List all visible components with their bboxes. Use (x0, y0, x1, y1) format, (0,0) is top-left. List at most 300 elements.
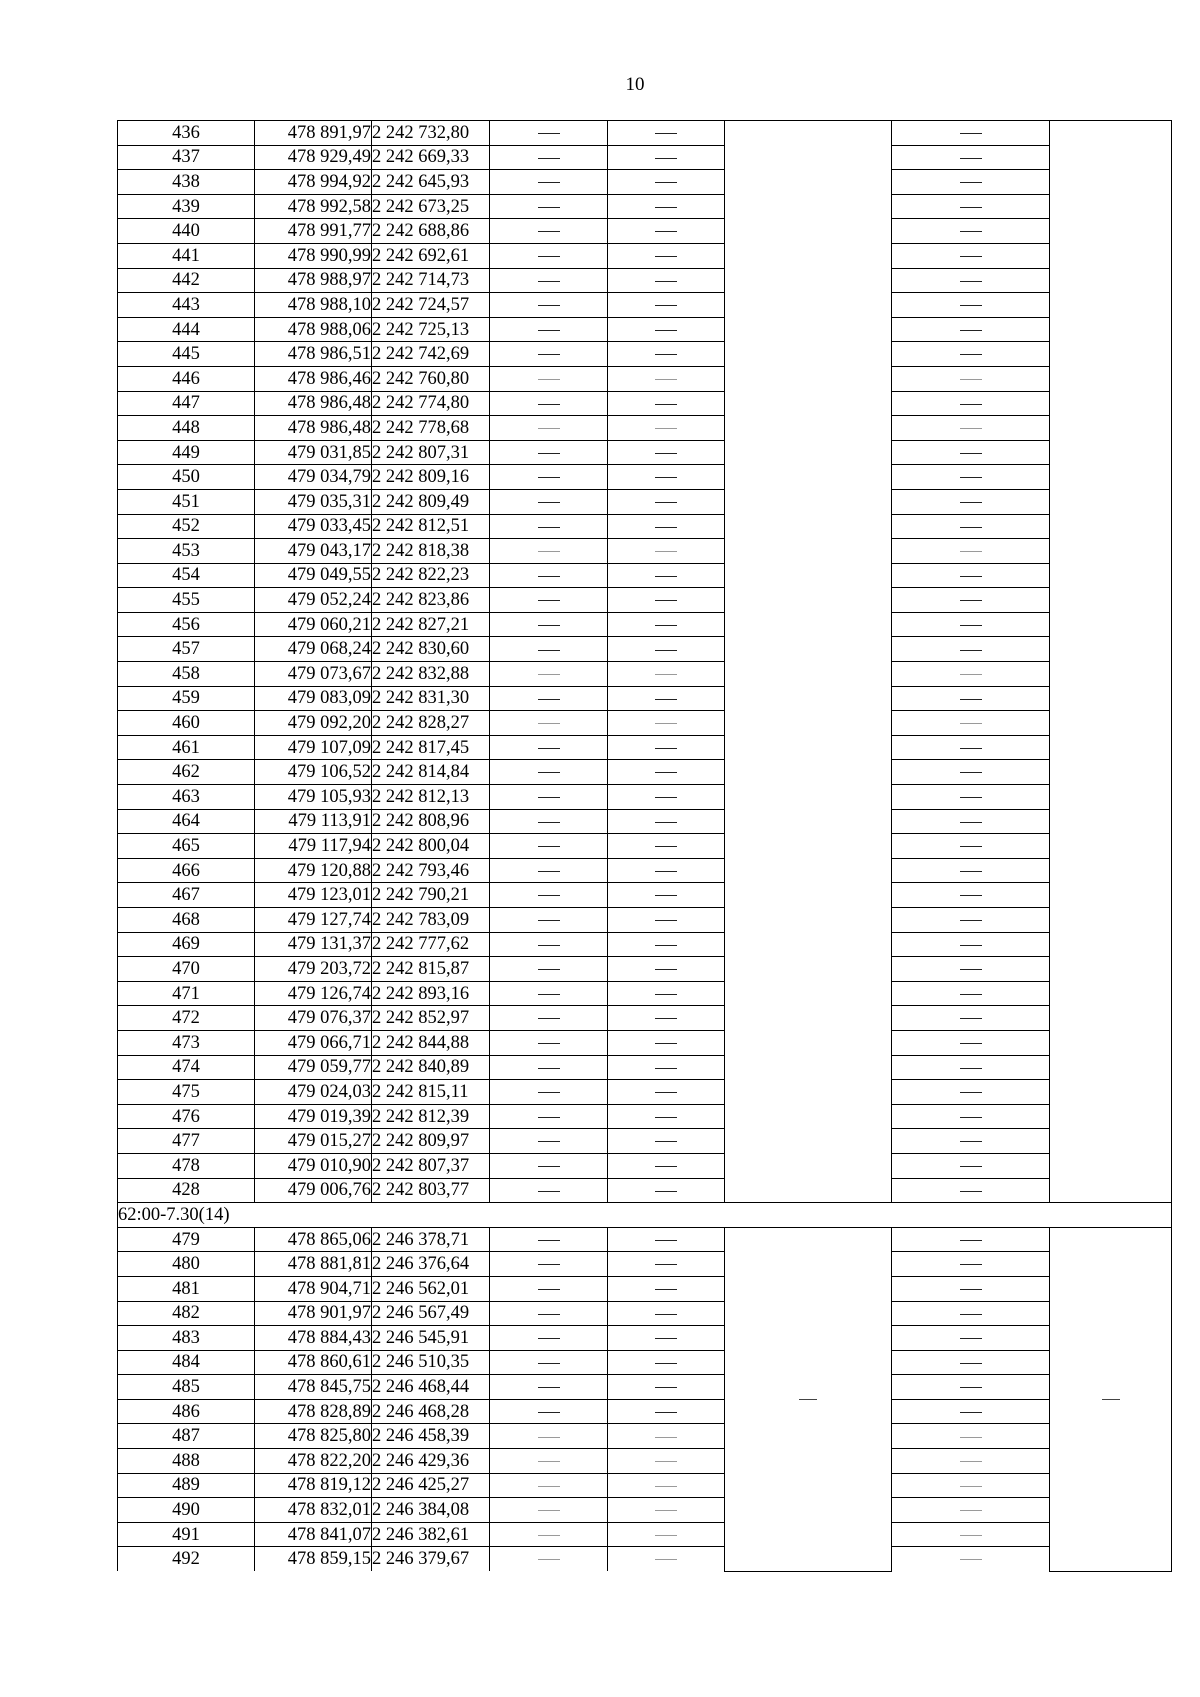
dash-mark (655, 945, 677, 946)
dash-mark (960, 1264, 982, 1265)
dash-mark (538, 600, 560, 601)
merged-empty-cell (1050, 121, 1172, 1203)
empty-value-cell (490, 1350, 608, 1375)
dash-mark (655, 1437, 677, 1438)
x-coordinate-cell: 479 049,55 (255, 563, 372, 588)
x-coordinate-cell: 478 884,43 (255, 1326, 372, 1351)
point-number-cell: 447 (118, 391, 255, 416)
point-number-cell: 436 (118, 121, 255, 146)
dash-mark (538, 1363, 560, 1364)
empty-value-cell (892, 662, 1050, 687)
table-row (118, 735, 1172, 760)
empty-value-cell (490, 293, 608, 318)
point-number-cell: 472 (118, 1006, 255, 1031)
empty-value-cell (490, 440, 608, 465)
x-coordinate-cell: 479 052,24 (255, 588, 372, 613)
table-row (118, 662, 1172, 687)
table-row (118, 1276, 1172, 1301)
empty-value-cell (892, 514, 1050, 539)
x-coordinate-cell: 478 992,58 (255, 194, 372, 219)
table-row (118, 981, 1172, 1006)
dash-mark (655, 477, 677, 478)
empty-value-cell (892, 440, 1050, 465)
dash-mark (538, 453, 560, 454)
table-row (118, 219, 1172, 244)
dash-mark (655, 822, 677, 823)
dash-mark (655, 871, 677, 872)
y-coordinate-cell: 2 242 832,88 (372, 662, 490, 687)
dash-mark (655, 133, 677, 134)
point-number-cell: 460 (118, 711, 255, 736)
empty-value-cell (892, 809, 1050, 834)
coordinates-table (117, 120, 1172, 1572)
dash-mark (655, 527, 677, 528)
empty-value-cell (490, 1399, 608, 1424)
point-number-cell: 448 (118, 416, 255, 441)
empty-value-cell (892, 981, 1050, 1006)
x-coordinate-cell: 478 986,48 (255, 416, 372, 441)
empty-value-cell (608, 1276, 725, 1301)
dash-mark (538, 527, 560, 528)
point-number-cell: 449 (118, 440, 255, 465)
dash-mark (655, 674, 677, 675)
dash-mark (538, 207, 560, 208)
empty-value-cell (892, 1055, 1050, 1080)
table-row (118, 760, 1172, 785)
x-coordinate-cell: 479 031,85 (255, 440, 372, 465)
empty-value-cell (608, 1522, 725, 1547)
x-coordinate-cell: 478 988,06 (255, 317, 372, 342)
empty-value-cell (490, 637, 608, 662)
table-row (118, 1153, 1172, 1178)
table-row (118, 514, 1172, 539)
dash-mark (538, 256, 560, 257)
dash-mark (538, 895, 560, 896)
section-label-row (118, 1203, 1172, 1228)
dash-mark (538, 1412, 560, 1413)
x-coordinate-cell: 478 859,15 (255, 1547, 372, 1571)
empty-value-cell (608, 1473, 725, 1498)
empty-value-cell (892, 268, 1050, 293)
x-coordinate-cell: 479 043,17 (255, 539, 372, 564)
y-coordinate-cell: 2 242 812,39 (372, 1104, 490, 1129)
empty-value-cell (490, 883, 608, 908)
empty-value-cell (892, 1080, 1050, 1105)
point-number-cell: 479 (118, 1227, 255, 1252)
dash-mark (960, 1191, 982, 1192)
point-number-cell: 468 (118, 908, 255, 933)
empty-value-cell (490, 1252, 608, 1277)
empty-value-cell (892, 465, 1050, 490)
point-number-cell: 439 (118, 194, 255, 219)
y-coordinate-cell: 2 242 814,84 (372, 760, 490, 785)
y-coordinate-cell: 2 246 379,67 (372, 1547, 490, 1571)
dash-mark (538, 920, 560, 921)
table-row (118, 145, 1172, 170)
dash-mark (655, 748, 677, 749)
dash-mark (655, 1461, 677, 1462)
empty-value-cell (490, 686, 608, 711)
point-number-cell: 450 (118, 465, 255, 490)
x-coordinate-cell: 478 825,80 (255, 1424, 372, 1449)
empty-value-cell (892, 908, 1050, 933)
y-coordinate-cell: 2 242 732,80 (372, 121, 490, 146)
dash-mark (655, 330, 677, 331)
dash-mark (655, 576, 677, 577)
empty-value-cell (490, 1449, 608, 1474)
empty-value-cell (490, 760, 608, 785)
dash-mark (960, 846, 982, 847)
point-number-cell: 470 (118, 957, 255, 982)
x-coordinate-cell: 479 060,21 (255, 612, 372, 637)
y-coordinate-cell: 2 246 425,27 (372, 1473, 490, 1498)
x-coordinate-cell: 479 034,79 (255, 465, 372, 490)
x-coordinate-cell: 479 006,76 (255, 1178, 372, 1203)
dash-mark (538, 1117, 560, 1118)
empty-value-cell (608, 366, 725, 391)
empty-value-cell (608, 1252, 725, 1277)
empty-value-cell (608, 588, 725, 613)
dash-mark (655, 281, 677, 282)
point-number-cell: 443 (118, 293, 255, 318)
empty-value-cell (608, 834, 725, 859)
empty-value-cell (608, 145, 725, 170)
table-row (118, 858, 1172, 883)
dash-mark (655, 797, 677, 798)
point-number-cell: 469 (118, 932, 255, 957)
x-coordinate-cell: 478 986,51 (255, 342, 372, 367)
empty-value-cell (892, 1227, 1050, 1252)
empty-value-cell (892, 932, 1050, 957)
x-coordinate-cell: 478 990,99 (255, 243, 372, 268)
point-number-cell: 475 (118, 1080, 255, 1105)
dash-mark (655, 1092, 677, 1093)
dash-mark (655, 1559, 677, 1560)
x-coordinate-cell: 479 126,74 (255, 981, 372, 1006)
empty-value-cell (490, 391, 608, 416)
table-row (118, 391, 1172, 416)
empty-value-cell (608, 957, 725, 982)
table-row (118, 1326, 1172, 1351)
dash-mark (960, 477, 982, 478)
empty-value-cell (892, 735, 1050, 760)
empty-value-cell (892, 957, 1050, 982)
empty-value-cell (892, 1522, 1050, 1547)
x-coordinate-cell: 479 019,39 (255, 1104, 372, 1129)
empty-value-cell (608, 1424, 725, 1449)
table-row (118, 588, 1172, 613)
y-coordinate-cell: 2 242 688,86 (372, 219, 490, 244)
dash-mark (655, 846, 677, 847)
y-coordinate-cell: 2 242 790,21 (372, 883, 490, 908)
dash-mark (960, 330, 982, 331)
dash-mark (655, 428, 677, 429)
empty-value-cell (490, 317, 608, 342)
table-row (118, 1080, 1172, 1105)
empty-value-cell (490, 1375, 608, 1400)
empty-value-cell (490, 858, 608, 883)
y-coordinate-cell: 2 242 823,86 (372, 588, 490, 613)
empty-value-cell (892, 342, 1050, 367)
dash-mark (960, 1559, 982, 1560)
empty-value-cell (490, 514, 608, 539)
table-row (118, 1350, 1172, 1375)
dash-mark (960, 1043, 982, 1044)
dash-mark (960, 699, 982, 700)
empty-value-cell (892, 194, 1050, 219)
table-row (118, 1473, 1172, 1498)
dash-mark (960, 772, 982, 773)
empty-value-cell (608, 637, 725, 662)
empty-value-cell (892, 1178, 1050, 1203)
empty-value-cell (892, 1301, 1050, 1326)
x-coordinate-cell: 479 035,31 (255, 489, 372, 514)
table-row (118, 1424, 1172, 1449)
x-coordinate-cell: 479 010,90 (255, 1153, 372, 1178)
y-coordinate-cell: 2 246 378,71 (372, 1227, 490, 1252)
table-row (118, 932, 1172, 957)
x-coordinate-cell: 478 845,75 (255, 1375, 372, 1400)
empty-value-cell (490, 194, 608, 219)
y-coordinate-cell: 2 246 468,44 (372, 1375, 490, 1400)
empty-value-cell (608, 317, 725, 342)
dash-mark (960, 207, 982, 208)
empty-value-cell (490, 416, 608, 441)
table-row (118, 465, 1172, 490)
dash-mark (655, 182, 677, 183)
y-coordinate-cell: 2 242 783,09 (372, 908, 490, 933)
dash-mark (655, 1387, 677, 1388)
table-row (118, 908, 1172, 933)
empty-value-cell (490, 219, 608, 244)
point-number-cell: 463 (118, 785, 255, 810)
y-coordinate-cell: 2 242 809,97 (372, 1129, 490, 1154)
y-coordinate-cell: 2 242 803,77 (372, 1178, 490, 1203)
x-coordinate-cell: 478 841,07 (255, 1522, 372, 1547)
empty-value-cell (892, 317, 1050, 342)
empty-value-cell (608, 1301, 725, 1326)
dash-mark (655, 1289, 677, 1290)
dash-mark (960, 625, 982, 626)
dash-mark (960, 723, 982, 724)
y-coordinate-cell: 2 242 815,11 (372, 1080, 490, 1105)
y-coordinate-cell: 2 246 376,64 (372, 1252, 490, 1277)
dash-mark (960, 158, 982, 159)
empty-value-cell (892, 612, 1050, 637)
dash-mark (960, 1412, 982, 1413)
empty-value-cell (490, 1473, 608, 1498)
y-coordinate-cell: 2 242 840,89 (372, 1055, 490, 1080)
x-coordinate-cell: 478 860,61 (255, 1350, 372, 1375)
dash-mark (655, 650, 677, 651)
y-coordinate-cell: 2 242 818,38 (372, 539, 490, 564)
dash-mark (960, 281, 982, 282)
y-coordinate-cell: 2 242 808,96 (372, 809, 490, 834)
empty-value-cell (608, 440, 725, 465)
y-coordinate-cell: 2 242 815,87 (372, 957, 490, 982)
table-row (118, 883, 1172, 908)
dash-mark (655, 1043, 677, 1044)
empty-value-cell (490, 1498, 608, 1523)
y-coordinate-cell: 2 242 828,27 (372, 711, 490, 736)
dash-mark (538, 748, 560, 749)
dash-mark (960, 1387, 982, 1388)
dash-mark (655, 969, 677, 970)
dash-mark (960, 182, 982, 183)
table-row (118, 243, 1172, 268)
point-number-cell: 461 (118, 735, 255, 760)
point-number-cell: 483 (118, 1326, 255, 1351)
point-number-cell: 481 (118, 1276, 255, 1301)
empty-value-cell (608, 612, 725, 637)
point-number-cell: 488 (118, 1449, 255, 1474)
table-row (118, 1498, 1172, 1523)
dash-mark (655, 502, 677, 503)
empty-value-cell (608, 1547, 725, 1571)
empty-value-cell (608, 1350, 725, 1375)
empty-value-cell (608, 1227, 725, 1252)
x-coordinate-cell: 478 865,06 (255, 1227, 372, 1252)
dash-mark (960, 895, 982, 896)
table-row (118, 1547, 1172, 1571)
empty-value-cell (892, 858, 1050, 883)
empty-value-cell (490, 957, 608, 982)
empty-value-cell (892, 1326, 1050, 1351)
dash-mark (538, 1338, 560, 1339)
dash-mark (655, 404, 677, 405)
empty-value-cell (892, 1449, 1050, 1474)
empty-value-cell (892, 563, 1050, 588)
empty-value-cell (490, 1129, 608, 1154)
x-coordinate-cell: 479 083,09 (255, 686, 372, 711)
empty-value-cell (490, 932, 608, 957)
empty-value-cell (490, 121, 608, 146)
dash-mark (960, 1535, 982, 1536)
empty-value-cell (608, 760, 725, 785)
dash-mark (538, 281, 560, 282)
dash-mark (655, 1510, 677, 1511)
x-coordinate-cell: 478 832,01 (255, 1498, 372, 1523)
empty-value-cell (608, 1006, 725, 1031)
empty-value-cell (608, 391, 725, 416)
empty-value-cell (608, 1399, 725, 1424)
y-coordinate-cell: 2 242 827,21 (372, 612, 490, 637)
y-coordinate-cell: 2 242 812,51 (372, 514, 490, 539)
empty-value-cell (490, 908, 608, 933)
dash-mark (538, 354, 560, 355)
y-coordinate-cell: 2 242 831,30 (372, 686, 490, 711)
point-number-cell: 444 (118, 317, 255, 342)
y-coordinate-cell: 2 242 822,23 (372, 563, 490, 588)
empty-value-cell (608, 809, 725, 834)
dash-mark (655, 1018, 677, 1019)
dash-mark (1102, 1399, 1120, 1400)
dash-mark (538, 1043, 560, 1044)
dash-mark (960, 797, 982, 798)
dash-mark (960, 1092, 982, 1093)
point-number-cell: 492 (118, 1547, 255, 1571)
empty-value-cell (490, 588, 608, 613)
empty-value-cell (490, 539, 608, 564)
point-number-cell: 453 (118, 539, 255, 564)
empty-value-cell (490, 662, 608, 687)
empty-value-cell (608, 858, 725, 883)
x-coordinate-cell: 478 881,81 (255, 1252, 372, 1277)
dash-mark (960, 1240, 982, 1241)
y-coordinate-cell: 2 242 724,57 (372, 293, 490, 318)
empty-value-cell (608, 342, 725, 367)
dash-mark (655, 1141, 677, 1142)
dash-mark (960, 1141, 982, 1142)
dash-mark (655, 699, 677, 700)
empty-value-cell (490, 1301, 608, 1326)
table-row (118, 1129, 1172, 1154)
y-coordinate-cell: 2 242 807,31 (372, 440, 490, 465)
dash-mark (538, 428, 560, 429)
dash-mark (655, 551, 677, 552)
empty-value-cell (608, 465, 725, 490)
table-row (118, 809, 1172, 834)
x-coordinate-cell: 478 994,92 (255, 170, 372, 195)
x-coordinate-cell: 478 988,10 (255, 293, 372, 318)
x-coordinate-cell: 479 105,93 (255, 785, 372, 810)
dash-mark (538, 1018, 560, 1019)
empty-value-cell (608, 932, 725, 957)
y-coordinate-cell: 2 246 468,28 (372, 1399, 490, 1424)
dash-mark (960, 969, 982, 970)
y-coordinate-cell: 2 242 778,68 (372, 416, 490, 441)
empty-value-cell (892, 1399, 1050, 1424)
y-coordinate-cell: 2 242 777,62 (372, 932, 490, 957)
point-number-cell: 441 (118, 243, 255, 268)
dash-mark (538, 797, 560, 798)
dash-mark (655, 354, 677, 355)
dash-mark (960, 551, 982, 552)
dash-mark (655, 305, 677, 306)
x-coordinate-cell: 479 117,94 (255, 834, 372, 859)
section-label: 62:00-7.30(14) (118, 1203, 1172, 1228)
x-coordinate-cell: 478 828,89 (255, 1399, 372, 1424)
y-coordinate-cell: 2 242 669,33 (372, 145, 490, 170)
x-coordinate-cell: 479 059,77 (255, 1055, 372, 1080)
y-coordinate-cell: 2 242 809,16 (372, 465, 490, 490)
empty-value-cell (490, 1104, 608, 1129)
dash-mark (655, 1338, 677, 1339)
y-coordinate-cell: 2 242 793,46 (372, 858, 490, 883)
dash-mark (538, 1141, 560, 1142)
x-coordinate-cell: 478 986,46 (255, 366, 372, 391)
empty-value-cell (490, 1547, 608, 1571)
point-number-cell: 438 (118, 170, 255, 195)
dash-mark (655, 1486, 677, 1487)
dash-mark (655, 1264, 677, 1265)
table-row (118, 1449, 1172, 1474)
dash-mark (960, 527, 982, 528)
dash-mark (538, 945, 560, 946)
point-number-cell: 456 (118, 612, 255, 637)
y-coordinate-cell: 2 242 742,69 (372, 342, 490, 367)
point-number-cell: 482 (118, 1301, 255, 1326)
dash-mark (960, 994, 982, 995)
point-number-cell: 454 (118, 563, 255, 588)
point-number-cell: 440 (118, 219, 255, 244)
point-number-cell: 467 (118, 883, 255, 908)
point-number-cell: 489 (118, 1473, 255, 1498)
dash-mark (538, 1461, 560, 1462)
dash-mark (655, 625, 677, 626)
dash-mark (538, 158, 560, 159)
empty-value-cell (892, 1424, 1050, 1449)
